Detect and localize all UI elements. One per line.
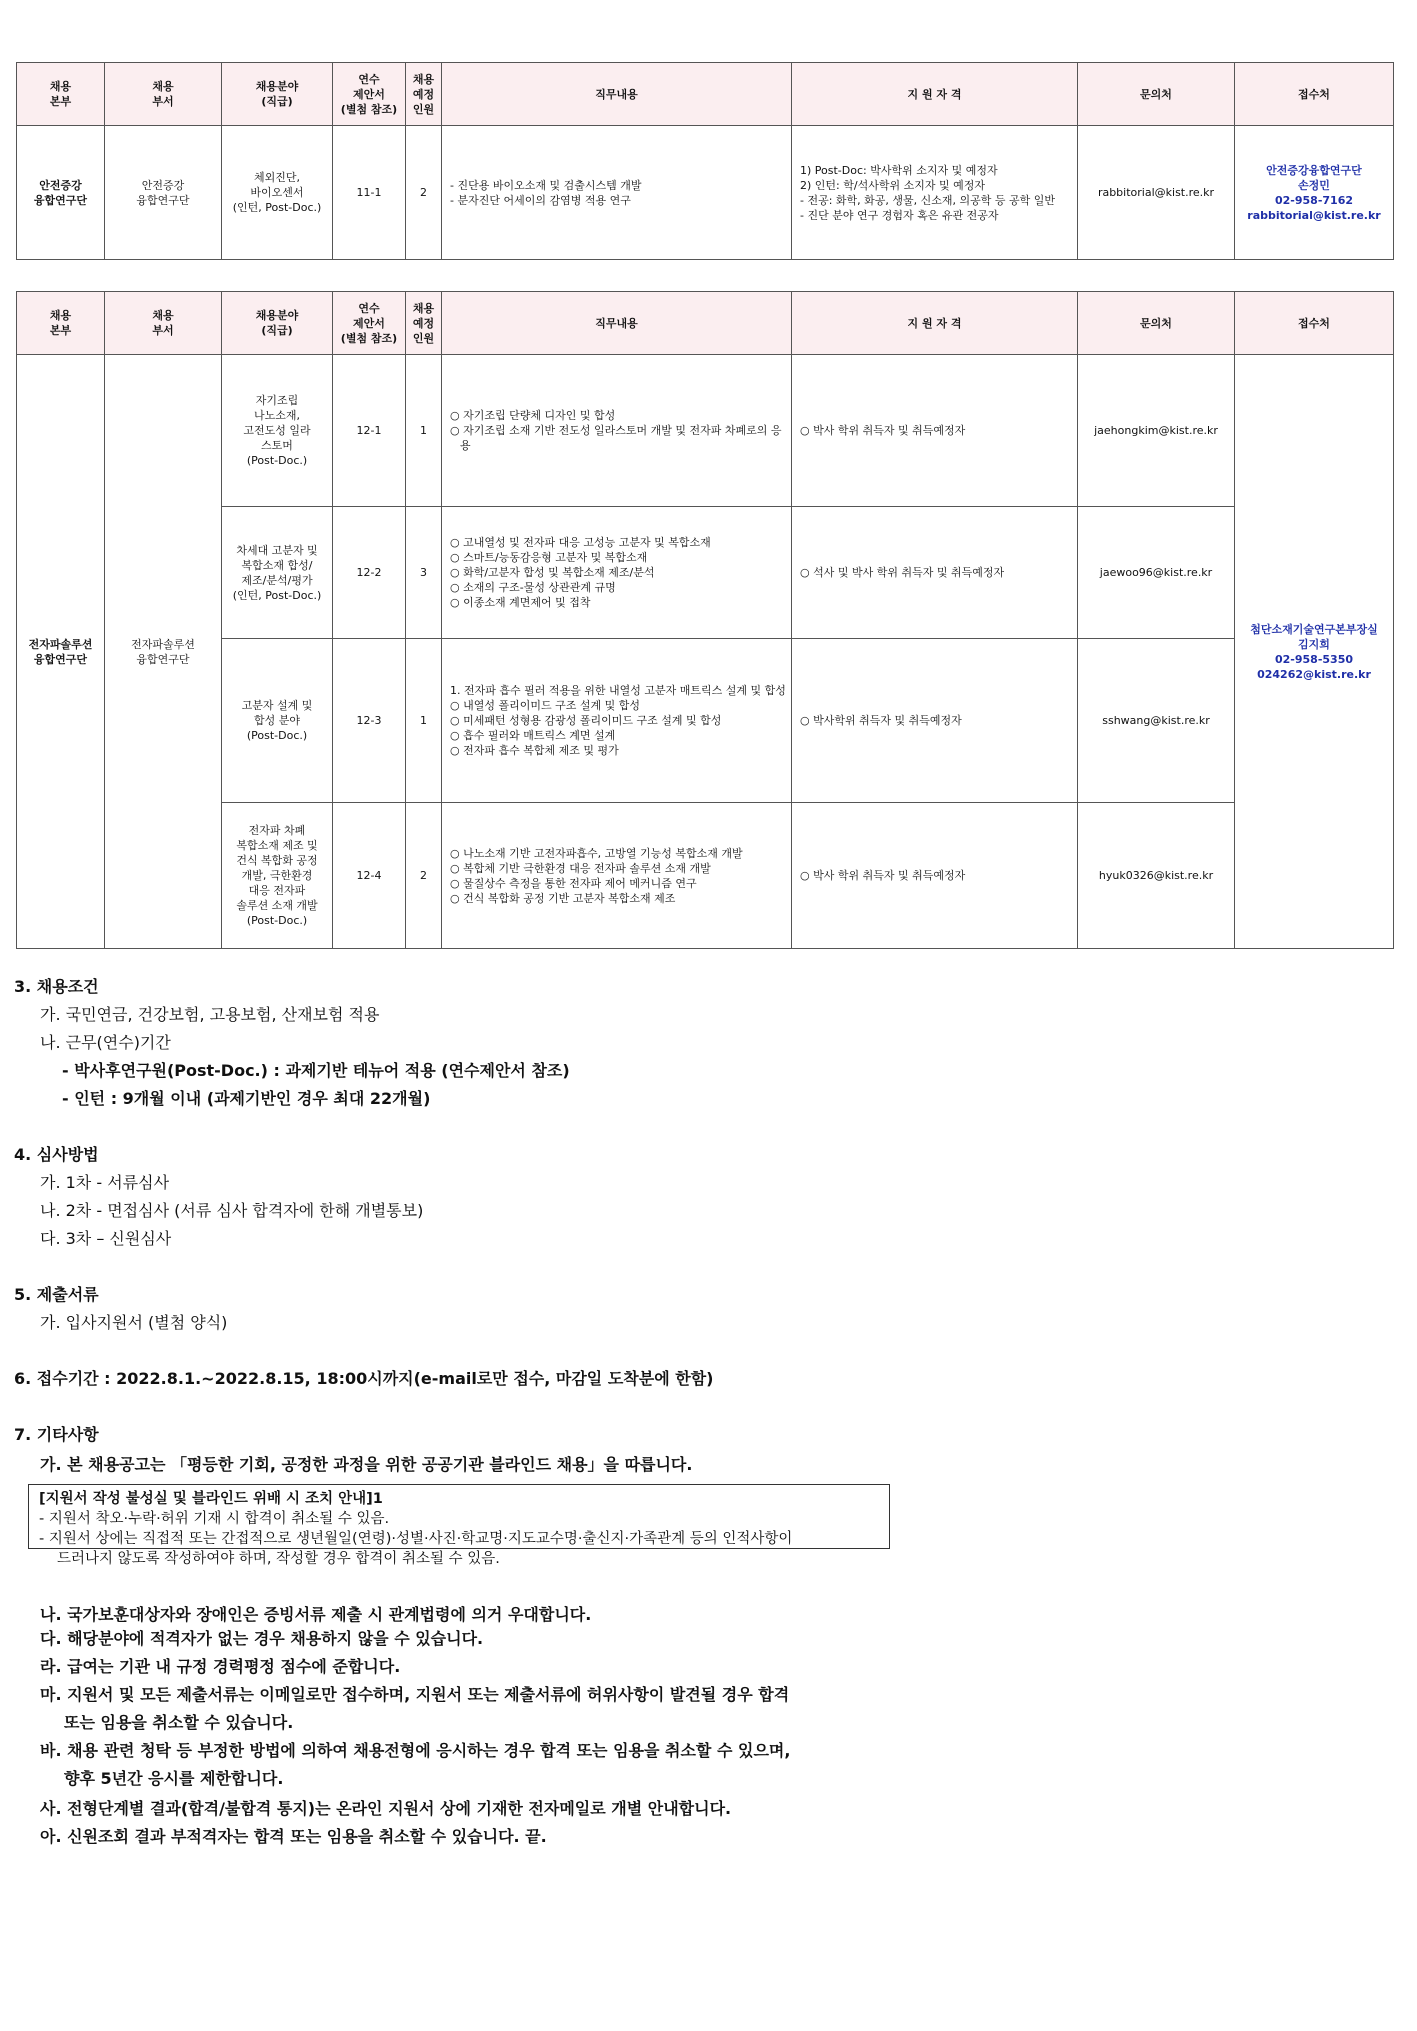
col-header: 지 원 자 격	[792, 63, 1078, 126]
section-title: 7. 기타사항	[14, 1425, 99, 1444]
proposal-cell: 12-3	[333, 639, 406, 803]
count-cell: 3	[406, 507, 442, 639]
reception-cell	[1235, 126, 1394, 260]
inquiry-email: sshwang@kist.re.kr	[1078, 639, 1235, 803]
col-header: 채용분야 (직급)	[222, 63, 333, 126]
note-item: 다. 해당분야에 적격자가 없는 경우 채용하지 않을 수 있습니다.	[40, 1629, 484, 1648]
notice-title: [지원서 작성 불성실 및 블라인드 위배 시 조치 안내]1	[39, 1491, 383, 1507]
duty-line: ○ 화학/고분자 합성 및 복합소재 제조/분석	[450, 566, 655, 579]
note-item: 라. 급여는 기관 내 규정 경력평정 점수에 준합니다.	[40, 1657, 401, 1676]
table-row	[17, 803, 1394, 949]
notice-box	[28, 1484, 890, 1567]
section-item: 다. 3차 – 신원심사	[40, 1229, 172, 1248]
duty-line: - 진단용 바이오소재 및 검출시스템 개발	[450, 178, 642, 192]
section-item: 가. 입사지원서 (별첨 양식)	[40, 1313, 228, 1332]
proposal-cell: 12-1	[333, 355, 406, 507]
inquiry-email: hyuk0326@kist.re.kr	[1078, 803, 1235, 949]
reception-cell	[1235, 355, 1394, 949]
col-header: 문의처	[1078, 292, 1235, 355]
count-cell: 1	[406, 355, 442, 507]
duty-line: ○ 자기조립 소재 기반 전도성 일라스토머 개발 및 전자파 차폐로의 응용	[450, 424, 782, 452]
qualification-cell	[792, 126, 1078, 260]
field-cell: 자기조립 나노소재, 고전도성 일라 스토머 (Post-Doc.)	[222, 355, 333, 507]
qualification-line: 1) Post-Doc: 박사학위 소지자 및 예정자	[800, 163, 998, 177]
reception-phone: 02-958-7162	[1274, 193, 1353, 207]
col-header: 채용 본부	[17, 292, 105, 355]
table-row	[17, 355, 1394, 507]
count-cell: 2	[406, 803, 442, 949]
col-header: 연수 제안서 (별첨 참조)	[333, 292, 406, 355]
qualification-cell: ○ 박사학위 취득자 및 취득예정자	[792, 639, 1078, 803]
section-title: 4. 심사방법	[14, 1145, 99, 1164]
proposal-cell: 12-4	[333, 803, 406, 949]
section-item: 가. 1차 - 서류심사	[40, 1173, 170, 1192]
col-header: 채용 부서	[105, 63, 222, 126]
duty-line: ○ 스마트/능동감응형 고분자 및 복합소재	[450, 551, 648, 564]
qualification-line: - 전공: 화학, 화공, 생물, 신소재, 의공학 등 공학 일반	[800, 193, 1056, 207]
col-header: 직무내용	[442, 63, 792, 126]
recruit-table-emwave	[16, 291, 1394, 949]
table-header-row	[17, 63, 1394, 126]
field-cell: 체외진단, 바이오센서 (인턴, Post-Doc.)	[222, 126, 333, 260]
table-row	[17, 126, 1394, 260]
duty-line: ○ 자기조립 단량체 디자인 및 합성	[450, 409, 616, 422]
reception-office: 안전증강융합연구단	[1266, 163, 1362, 177]
division-cell: 안전증강 융합연구단	[17, 126, 105, 260]
duty-cell	[442, 355, 792, 507]
col-header: 접수처	[1235, 63, 1394, 126]
division-cell: 전자파솔루션 융합연구단	[17, 355, 105, 949]
section-title: 5. 제출서류	[14, 1285, 99, 1304]
note-item: 바. 채용 관련 청탁 등 부정한 방법에 의하여 채용전형에 응시하는 경우 합격 또는 임용을 취소할 수 있으며,	[40, 1741, 791, 1760]
duty-line: ○ 물질상수 측정을 통한 전자파 제어 메커니즘 연구	[450, 876, 697, 890]
section-item: 나. 근무(연수)기간	[40, 1033, 171, 1052]
note-item: 또는 임용을 취소할 수 있습니다.	[64, 1713, 294, 1732]
col-header: 지 원 자 격	[792, 292, 1078, 355]
reception-email: 024262@kist.re.kr	[1257, 667, 1371, 681]
col-header: 채용 부서	[105, 292, 222, 355]
reception-person: 손정민	[1298, 178, 1330, 192]
inquiry-email: jaehongkim@kist.re.kr	[1078, 355, 1235, 507]
duty-line: ○ 전자파 흡수 복합체 제조 및 평가	[450, 744, 619, 757]
notice-line: - 지원서 착오·누락·허위 기재 시 합격이 취소될 수 있음.	[39, 1511, 390, 1527]
duty-cell	[442, 126, 792, 260]
count-cell: 2	[406, 126, 442, 260]
col-header: 문의처	[1078, 63, 1235, 126]
col-header: 채용 예정 인원	[406, 292, 442, 355]
duty-line: 1. 전자파 흡수 필러 적용을 위한 내열성 고분자 매트릭스 설계 및 합성	[450, 684, 786, 697]
duty-line: ○ 고내열성 및 전자파 대응 고성능 고분자 및 복합소재	[450, 536, 711, 549]
duty-line: - 분자진단 어세이의 감염병 적용 연구	[450, 193, 631, 207]
note-item: 사. 전형단계별 결과(합격/불합격 통지)는 온라인 지원서 상에 기재한 전자메일로 개별 안내합니다.	[40, 1799, 732, 1818]
inquiry-email: jaewoo96@kist.re.kr	[1078, 507, 1235, 639]
field-cell: 고분자 설계 및 합성 분야 (Post-Doc.)	[222, 639, 333, 803]
section-item: 가. 본 채용공고는 「평등한 기회, 공정한 과정을 위한 공공기관 블라인드 채용」을 따릅니다.	[40, 1455, 693, 1474]
reception-office: 첨단소재기술연구본부장실	[1250, 622, 1378, 636]
reception-email: rabbitorial@kist.re.kr	[1247, 208, 1381, 222]
duty-cell	[442, 507, 792, 639]
qualification-cell: ○ 박사 학위 취득자 및 취득예정자	[792, 803, 1078, 949]
section-item: - 인턴 : 9개월 이내 (과제기반인 경우 최대 22개월)	[62, 1089, 431, 1108]
section-item: - 박사후연구원(Post-Doc.) : 과제기반 테뉴어 적용 (연수제안서 참조)	[62, 1061, 570, 1080]
field-cell: 차세대 고분자 및 복합소재 합성/ 제조/분석/평가 (인턴, Post-Doc.)	[222, 507, 333, 639]
duty-line: ○ 미세패턴 성형용 감광성 폴리이미드 구조 설계 및 합성	[450, 714, 722, 727]
duty-line: ○ 건식 복합화 공정 기반 고분자 복합소재 제조	[450, 891, 676, 905]
duty-line: ○ 이종소재 계면제어 및 접착	[450, 596, 591, 609]
col-header: 직무내용	[442, 292, 792, 355]
proposal-cell: 11-1	[333, 126, 406, 260]
table-header-row	[17, 292, 1394, 355]
note-item: 나. 국가보훈대상자와 장애인은 증빙서류 제출 시 관계법령에 의거 우대합니다.	[40, 1605, 592, 1624]
col-header: 접수처	[1235, 292, 1394, 355]
section-item: 나. 2차 - 면접심사 (서류 심사 합격자에 한해 개별통보)	[40, 1201, 424, 1220]
qualification-line: - 진단 분야 연구 경험자 혹은 유관 전공자	[800, 208, 999, 222]
notice-line: 드러나지 않도록 작성하여야 하며, 작성할 경우 합격이 취소될 수 있음.	[57, 1551, 500, 1567]
table-row	[17, 507, 1394, 639]
qualification-line: 2) 인턴: 학/석사학위 소지자 및 예정자	[800, 178, 985, 192]
note-item: 아. 신원조회 결과 부적격자는 합격 또는 임용을 취소할 수 있습니다. 끝.	[40, 1827, 547, 1846]
duty-line: ○ 흡수 필러와 매트릭스 계면 설계	[450, 729, 616, 742]
duty-cell	[442, 639, 792, 803]
col-header: 채용 예정 인원	[406, 63, 442, 126]
section-title: 3. 채용조건	[14, 977, 99, 996]
col-header: 채용 본부	[17, 63, 105, 126]
col-header: 연수 제안서 (별첨 참조)	[333, 63, 406, 126]
duty-line: ○ 소재의 구조-물성 상관관계 규명	[450, 581, 616, 594]
note-item: 향후 5년간 응시를 제한합니다.	[64, 1769, 284, 1788]
field-cell: 전자파 차폐 복합소재 제조 및 건식 복합화 공정 개발, 극한환경 대응 전자파 솔루션 소재 개발 (Post-Doc.)	[222, 803, 333, 949]
table-row	[17, 639, 1394, 803]
duty-cell	[442, 803, 792, 949]
inquiry-email: rabbitorial@kist.re.kr	[1078, 126, 1235, 260]
count-cell: 1	[406, 639, 442, 803]
duty-line: ○ 내열성 폴리이미드 구조 설계 및 합성	[450, 699, 640, 712]
col-header: 채용분야 (직급)	[222, 292, 333, 355]
reception-person: 김지희	[1298, 637, 1330, 651]
proposal-cell: 12-2	[333, 507, 406, 639]
department-cell: 전자파솔루션 융합연구단	[105, 355, 222, 949]
duty-line: ○ 나노소재 기반 고전자파흡수, 고방열 기능성 복합소재 개발	[450, 846, 743, 860]
note-item: 마. 지원서 및 모든 제출서류는 이메일로만 접수하며, 지원서 또는 제출서류에 허위사항이 발견될 경우 합격	[40, 1685, 790, 1704]
reception-phone: 02-958-5350	[1274, 652, 1353, 666]
section-item: 가. 국민연금, 건강보험, 고용보험, 산재보험 적용	[40, 1005, 380, 1024]
qualification-cell: ○ 박사 학위 취득자 및 취득예정자	[792, 355, 1078, 507]
duty-line: ○ 복합체 기반 극한환경 대응 전자파 솔루션 소재 개발	[450, 861, 711, 875]
notice-line: - 지원서 상에는 직접적 또는 간접적으로 생년월일(연령)·성별·사진·학교명·지도교수명·출신지·가족관계 등의 인적사항이	[39, 1531, 793, 1547]
qualification-cell: ○ 석사 및 박사 학위 취득자 및 취득예정자	[792, 507, 1078, 639]
recruit-table-safety	[16, 62, 1394, 260]
department-cell: 안전증강 융합연구단	[105, 126, 222, 260]
section-title: 6. 접수기간 : 2022.8.1.~2022.8.15, 18:00시까지(e-mail로만 접수, 마감일 도착분에 한함)	[14, 1369, 714, 1388]
